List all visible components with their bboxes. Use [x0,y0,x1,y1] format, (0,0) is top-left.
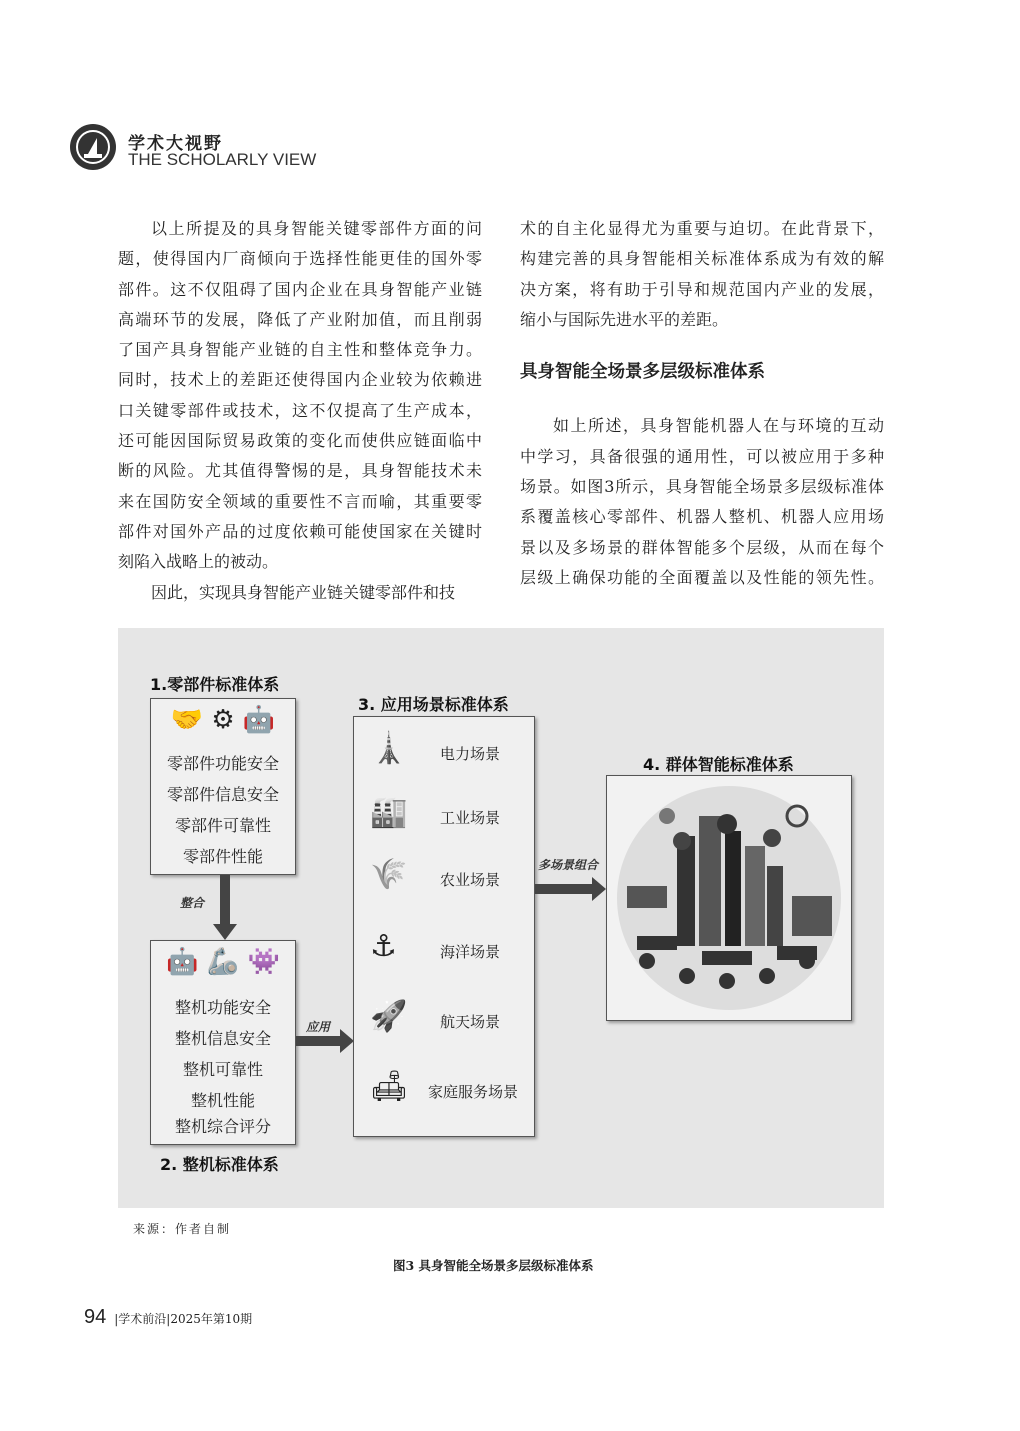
box2-item: 整机性能 [190,1091,255,1110]
section-title-en: THE SCHOLARLY VIEW [128,150,317,169]
text-line: 高端环节的发展，降低了产业附加值，而且削弱 [118,309,482,329]
issue: 2025年第10期 [170,1312,253,1326]
scenario-standards-box [353,716,535,1137]
arrow-integrate-label: 整合 [180,896,205,910]
box2-item: 整机可靠性 [182,1060,263,1079]
text-line: 口关键零部件或技术，这不仅提高了生产成本， [118,400,482,420]
journal-name: |学术前沿| [114,1312,171,1326]
text-line: 如上所述，具身智能机器人在与环境的互动 [553,416,884,436]
text-line: 系覆盖核心零部件、机器人整机、机器人应用场 [520,507,884,527]
text-line: 构建完善的具身智能相关标准体系成为有效的解 [520,249,884,269]
arrow-integrate [220,875,230,925]
text-line: 缩小与国际先进水平的差距。 [520,309,729,329]
box2-title: 2. 整机标准体系 [160,1155,279,1174]
box1-title: 1.零部件标准体系 [150,675,280,694]
arrow-multi-scenario-label: 多场景组合 [538,858,599,872]
figure-caption: 图3 具身智能全场景多层级标准体系 [393,1258,594,1273]
journal-logo-icon [70,124,116,170]
scenario-item [354,1069,534,1119]
box1-item: 零部件信息安全 [166,785,279,804]
box4-title: 4. 群体智能标准体系 [643,755,794,774]
scenario-label: 工业场景 [440,809,501,827]
text-line: 层级上确保功能的全面覆盖以及性能的领先性。 [520,567,884,587]
scenario-item [354,999,534,1049]
text-line: 来在国防安全领域的重要性不言而喻，其重要零 [118,491,482,511]
rocket-icon: 🚀 [370,999,408,1034]
box1-item: 零部件可靠性 [174,816,271,835]
home-service-icon: 🛋 [370,1069,409,1104]
components-standards-box [150,698,296,875]
text-line: 因此，实现具身智能产业链关键零部件和技 [151,582,456,602]
text-line: 了国产具身智能产业链的自主性和整体竞争力。 [118,340,482,360]
text-line: 断的风险。尤其值得警惕的是，具身智能技术未 [118,461,482,481]
text-line: 部件。这不仅阻碍了国内企业在具身智能产业链 [118,279,482,299]
page-footer [84,1306,252,1329]
arrow-apply-label: 应用 [306,1020,331,1034]
arrow-multi-scenario [535,884,593,894]
scenario-label: 航天场景 [440,1013,501,1031]
left-column [118,214,482,608]
text-line: 景以及多场景的群体智能多个层级，从而在每个 [520,537,884,557]
box3-title: 3. 应用场景标准体系 [358,695,509,714]
text-line: 同时，技术上的差距还使得国内企业较为依赖进 [118,370,482,390]
text-line: 术的自主化显得尤为重要与迫切。在此背景下， [520,219,884,238]
power-tower-icon: 🗼 [370,731,408,766]
component-icons: 🤝 ⚙ 🤖 [170,705,276,735]
scenario-item [354,731,534,781]
section-heading: 具身智能全场景多层级标准体系 [520,362,765,383]
box1-item: 零部件功能安全 [166,754,279,773]
robot-icons: 🤖 🦾 👾 [166,947,280,977]
text-line: 还可能因国际贸易政策的变化而使供应链面临中 [118,431,482,451]
right-column [520,214,884,593]
section-title-cn: 学术大视野 [128,134,223,154]
figure-source: 来源：作者自制 [133,1222,232,1236]
buoy-icon: ⚓ [370,929,397,964]
page-number: 94 [84,1306,107,1328]
box2-item: 整机功能安全 [174,998,271,1017]
box2-item: 整机综合评分 [174,1117,271,1136]
swarm-intelligence-box [606,775,852,1021]
text-line: 题，使得国内厂商倾向于选择性能更佳的国外零 [118,249,482,269]
text-line: 决方案，将有助于引导和规范国内产业的发展， [520,279,884,299]
scenario-label: 农业场景 [440,871,501,889]
box1-item: 零部件性能 [182,847,263,866]
wheat-icon: 🌾 [370,857,408,892]
swarm-intelligence-illustration [607,776,851,1020]
scenario-item [354,929,534,979]
text-line: 以上所提及的具身智能关键零部件方面的问 [151,219,482,238]
scenario-item [354,857,534,907]
text-line: 刻陷入战略上的被动。 [118,552,279,572]
scenario-label: 海洋场景 [440,943,501,961]
box2-item: 整机信息安全 [174,1029,271,1048]
factory-icon: 🏭 [370,795,408,830]
robot-standards-box [150,940,296,1145]
scenario-label: 家庭服务场景 [428,1083,519,1101]
text-line: 中学习，具备很强的通用性，可以被应用于多种 [520,446,884,466]
text-line: 场景。如图3所示，具身智能全场景多层级标准体 [520,477,884,497]
text-line: 部件对国外产品的过度依赖可能使国家在关键时 [118,521,482,541]
scenario-label: 电力场景 [440,745,501,763]
figure-3 [118,628,884,1208]
scenario-item [354,795,534,845]
arrow-apply [296,1036,342,1046]
